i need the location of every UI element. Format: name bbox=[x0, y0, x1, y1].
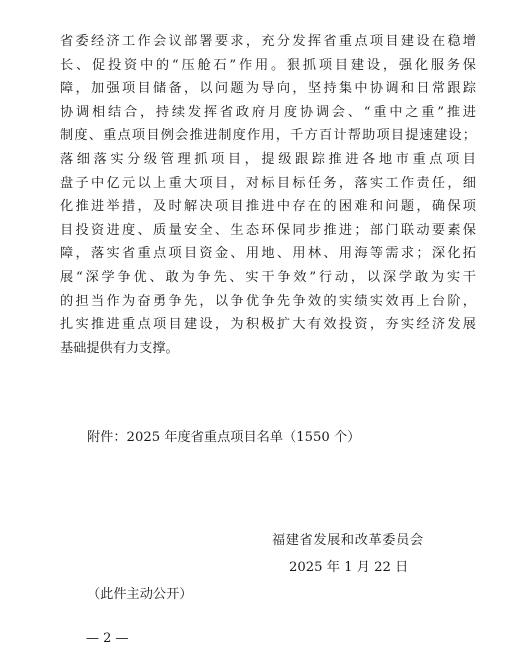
public-disclosure-note: （此件主动公开） bbox=[87, 587, 193, 602]
page-number: — 2 — bbox=[86, 631, 129, 646]
body-line: 基础提供有力支撑。 bbox=[60, 340, 179, 356]
body-line: 展“深学争优、敢为争先、实干争效”行动，以深学敢为实干 bbox=[60, 269, 476, 285]
body-line: 制度、重点项目例会推进制度作用，千方百计帮助项目提速建设； bbox=[60, 128, 476, 144]
body-line: 省委经济工作会议部署要求，充分发挥省重点项目建设在稳增 bbox=[60, 34, 476, 49]
issuer-name: 福建省发展和改革委员会 bbox=[272, 533, 424, 548]
body-line: 化推进举措，及时解决项目推进中存在的困难和问题，确保项 bbox=[60, 199, 476, 215]
issue-date: 2025 年 1 月 22 日 bbox=[289, 560, 409, 575]
attachment-note: 附件：2025 年度省重点项目名单（1550 个） bbox=[87, 430, 361, 445]
body-line: 协调相结合，持续发挥省政府月度协调会、“重中之重”推进 bbox=[60, 104, 476, 120]
body-line: 的担当作为奋勇争先，以争优争先争效的实绩实效再上台阶， bbox=[60, 293, 476, 309]
body-line: 盘子中亿元以上重大项目，对标目标任务，落实工作责任，细 bbox=[60, 175, 476, 191]
body-line: 障，加强项目储备，以问题为导向，坚持集中协调和日常跟踪 bbox=[60, 81, 476, 97]
body-paragraph bbox=[60, 30, 476, 360]
body-line: 障，落实省重点项目资金、用地、用林、用海等需求；深化拓 bbox=[60, 246, 476, 262]
body-line: 扎实推进重点项目建设，为积极扩大有效投资，夯实经济发展 bbox=[60, 317, 476, 333]
body-line: 落细落实分级管理抓项目，提级跟踪推进各地市重点项目 bbox=[60, 151, 476, 167]
body-line: 长、促投资中的“压舱石”作用。狠抓项目建设，强化服务保 bbox=[60, 57, 476, 73]
body-line: 目投资进度、质量安全、生态环保同步推进；部门联动要素保 bbox=[60, 222, 476, 238]
